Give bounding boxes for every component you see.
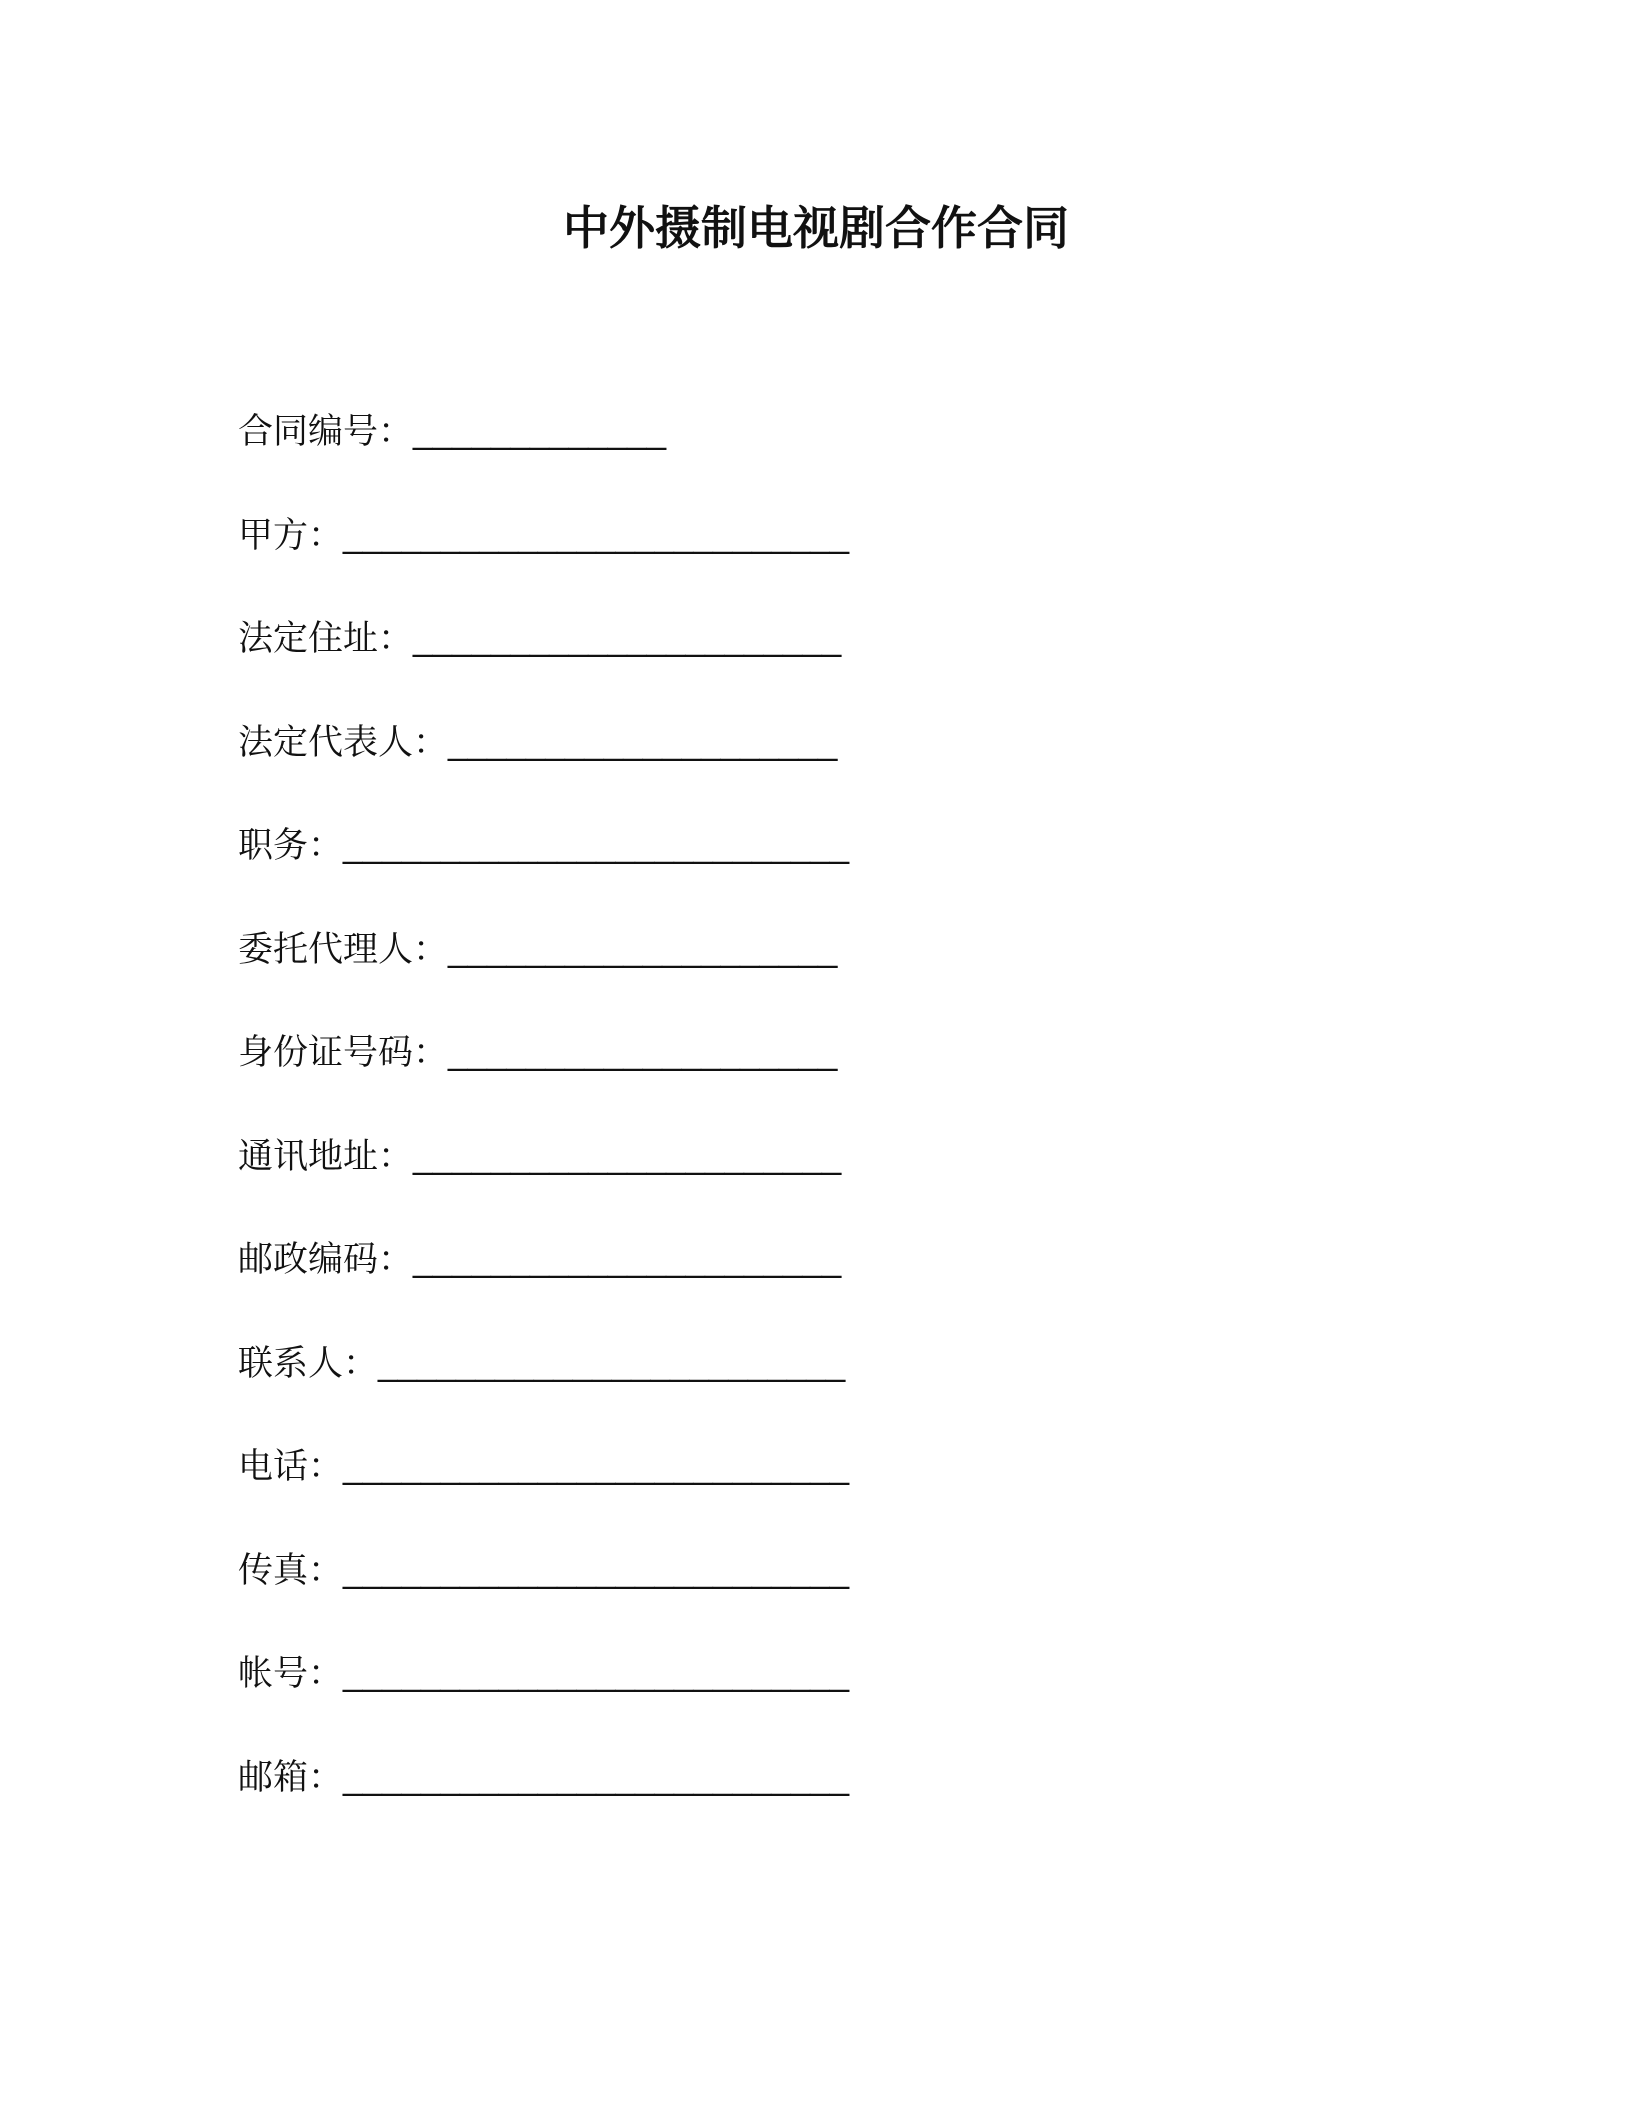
field-label: 身份证号码：	[238, 1033, 449, 1073]
field-authorized-agent	[238, 920, 1138, 1024]
field-label: 法定住址：	[238, 619, 414, 659]
fill-in-blank: __________________________	[343, 1757, 850, 1797]
field-mailing-address	[238, 1127, 1138, 1231]
fill-in-blank: ____________________	[448, 929, 838, 969]
field-id-number	[238, 1023, 1138, 1127]
field-legal-representative	[238, 713, 1138, 817]
field-label: 委托代理人：	[238, 929, 449, 970]
field-label: 联系人：	[238, 1343, 379, 1384]
fill-in-blank: ____________________	[448, 1033, 838, 1072]
fill-in-blank: __________________________	[343, 1447, 850, 1486]
field-position	[238, 816, 1138, 920]
field-label: 通讯地址：	[238, 1136, 414, 1177]
field-label: 帐号：	[238, 1654, 344, 1694]
fill-in-blank: __________________________	[343, 515, 850, 555]
field-legal-address	[238, 609, 1138, 713]
fill-in-blank: __________________________	[343, 1654, 850, 1693]
field-label: 邮箱：	[238, 1757, 344, 1798]
field-label: 传真：	[238, 1550, 344, 1591]
field-label: 甲方：	[238, 515, 344, 556]
field-email	[238, 1748, 1138, 1852]
fill-in-blank: ____________________	[448, 722, 838, 762]
field-label: 邮政编码：	[238, 1240, 414, 1280]
field-label: 法定代表人：	[238, 722, 449, 763]
fill-in-blank: ______________________	[413, 1240, 842, 1279]
fill-in-blank: ______________________	[413, 619, 842, 658]
field-fax	[238, 1541, 1138, 1645]
fill-in-blank: __________________________	[343, 1550, 850, 1590]
field-contact-person	[238, 1334, 1138, 1438]
field-account-number	[238, 1644, 1138, 1748]
fill-in-blank: __________________________	[343, 826, 850, 865]
field-phone	[238, 1437, 1138, 1541]
field-contract-number	[238, 402, 1138, 506]
document-title: 中外摄制电视剧合作合同	[563, 201, 1069, 255]
field-label: 职务：	[238, 826, 344, 866]
fill-in-blank: ________________________	[378, 1343, 846, 1383]
field-label: 电话：	[238, 1447, 344, 1487]
fill-in-blank: ______________________	[413, 1136, 842, 1176]
field-party-a	[238, 506, 1138, 610]
contract-fields	[238, 402, 1138, 1851]
fill-in-blank: _____________	[413, 412, 667, 451]
field-label: 合同编号：	[238, 412, 414, 452]
field-postal-code	[238, 1230, 1138, 1334]
